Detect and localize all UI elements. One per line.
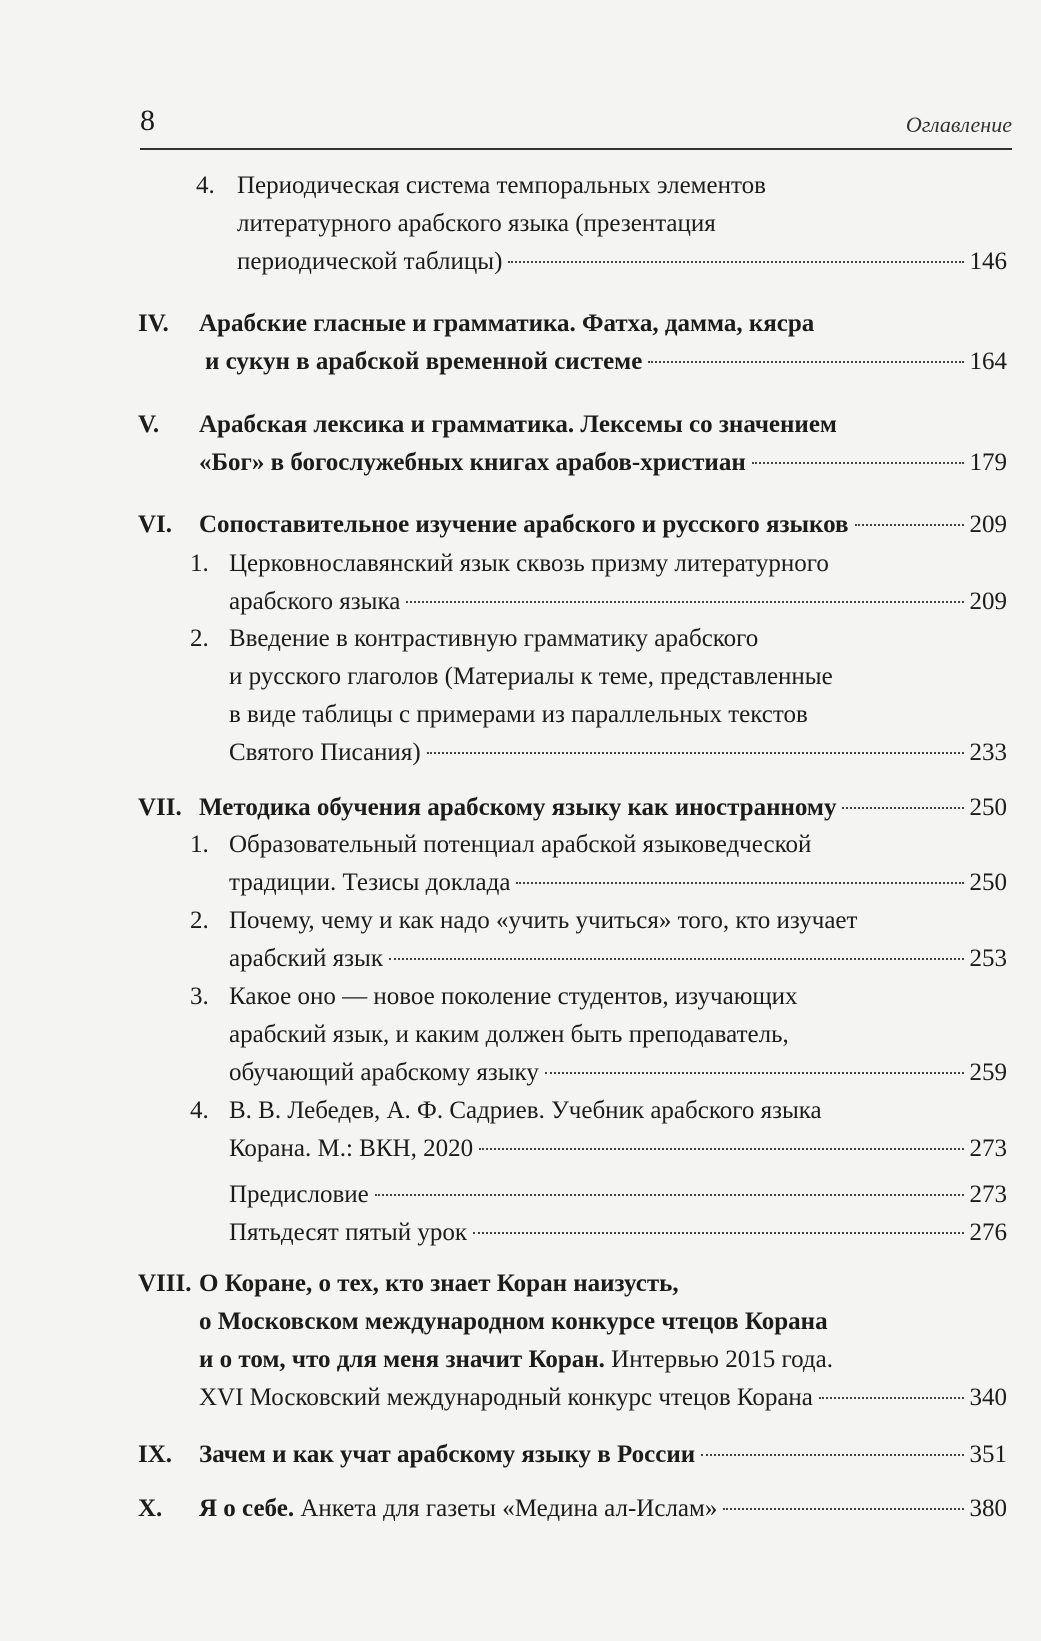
toc-marker: X. bbox=[138, 1495, 163, 1522]
toc-entry-text: арабский язык, и каким должен быть преподаватель, bbox=[229, 1021, 789, 1048]
toc-page-number: 179 bbox=[969, 449, 1007, 476]
toc-entry-text: Сопоставительное изучение арабского и русского языков bbox=[199, 511, 849, 538]
toc-entry-7-1[interactable] bbox=[190, 826, 1007, 902]
toc-entry-text: и о том, что для меня значит Коран. bbox=[199, 1346, 605, 1373]
toc-entry-text: Арабская лексика и грамматика. Лексемы со значением bbox=[199, 411, 837, 438]
toc-marker: VII. bbox=[138, 794, 182, 821]
toc-marker: 3. bbox=[190, 983, 209, 1010]
toc-page-number: 250 bbox=[969, 869, 1007, 896]
toc-entry-iv[interactable] bbox=[138, 305, 1007, 381]
toc-page-number: 276 bbox=[969, 1219, 1007, 1246]
dot-leader bbox=[819, 1397, 964, 1399]
toc-entry-text: и русского глаголов (Материалы к теме, представленные bbox=[229, 663, 833, 690]
toc-entry-text: Методика обучения арабскому языку как иностранному bbox=[199, 794, 837, 821]
toc-marker: VIII. bbox=[138, 1270, 192, 1297]
toc-marker: 1. bbox=[190, 550, 209, 577]
dot-leader bbox=[855, 524, 964, 526]
toc-entry-text: Введение в контрастивную грамматику арабского bbox=[229, 625, 759, 652]
dot-leader bbox=[752, 462, 964, 464]
toc-page-number: 351 bbox=[969, 1441, 1007, 1468]
toc-entry-text: Предисловие bbox=[229, 1181, 369, 1208]
toc-marker: 2. bbox=[190, 625, 209, 652]
toc-entry-text: традиции. Тезисы доклада bbox=[229, 869, 511, 896]
toc-page-number: 273 bbox=[969, 1135, 1007, 1162]
toc-entry-lesson-55[interactable] bbox=[229, 1214, 1007, 1252]
toc-entry-text: О Коране, о тех, кто знает Коран наизусть, bbox=[199, 1270, 679, 1297]
toc-entry-text: Арабские гласные и грамматика. Фатха, дамма, кясра bbox=[199, 310, 815, 337]
toc-page-number: 259 bbox=[969, 1059, 1007, 1086]
toc-entry-text: обучающий арабскому языку bbox=[229, 1059, 539, 1086]
toc-page-number: 253 bbox=[969, 945, 1007, 972]
dot-leader bbox=[375, 1194, 964, 1196]
dot-leader bbox=[406, 601, 963, 603]
toc-entry-text: Какое оно — новое поколение студентов, изучающих bbox=[229, 983, 798, 1010]
dot-leader bbox=[842, 807, 963, 809]
toc-marker: IX. bbox=[138, 1441, 173, 1468]
toc-entry-6-2[interactable] bbox=[190, 620, 1007, 772]
toc-entry-text: о Московском международном конкурсе чтецов Корана bbox=[199, 1308, 828, 1335]
toc-entry-text: Пятьдесят пятый урок bbox=[229, 1219, 467, 1246]
dot-leader bbox=[389, 958, 964, 960]
toc-entry-text: Корана. М.: ВКН, 2020 bbox=[229, 1135, 474, 1162]
toc-entry-text: XVI Московский международный конкурс чтецов Корана bbox=[199, 1384, 813, 1411]
dot-leader bbox=[545, 1072, 964, 1074]
toc-entry-subtext: Анкета для газеты «Медина ал-Ислам» bbox=[294, 1495, 718, 1522]
toc-entry-7-3[interactable] bbox=[190, 978, 1007, 1092]
toc-entry-vi[interactable] bbox=[138, 506, 1007, 544]
toc-marker: 4. bbox=[196, 172, 215, 199]
toc-entry-6-1[interactable] bbox=[190, 545, 1007, 621]
toc-page-number: 146 bbox=[969, 248, 1007, 275]
toc-entry-text: В. В. Лебедев, А. Ф. Садриев. Учебник арабского языка bbox=[229, 1097, 822, 1124]
toc-marker: 4. bbox=[190, 1097, 209, 1124]
toc-entry-x[interactable] bbox=[138, 1490, 1007, 1528]
toc-page-number: 233 bbox=[969, 739, 1007, 766]
toc-entry-ix[interactable] bbox=[138, 1436, 1007, 1474]
toc-entry-text: и сукун в арабской временной системе bbox=[205, 348, 643, 375]
toc-marker: VI. bbox=[138, 511, 173, 538]
toc-entry-text: Святого Писания) bbox=[229, 739, 421, 766]
toc-entry-text: периодической таблицы) bbox=[237, 248, 503, 275]
dot-leader bbox=[701, 1454, 963, 1456]
dot-leader bbox=[516, 882, 963, 884]
toc-page-number: 164 bbox=[969, 348, 1007, 375]
toc-entry-text: Почему, чему и как надо «учить учиться» того, кто изучает bbox=[229, 907, 858, 934]
toc-entry-text: Я о себе. bbox=[199, 1495, 295, 1522]
toc-entry-text: Периодическая система темпоральных элементов bbox=[237, 172, 766, 199]
toc-page-number: 209 bbox=[969, 511, 1007, 538]
toc-entry-text: Образовательный потенциал арабской языковедческой bbox=[229, 831, 812, 858]
page-header bbox=[140, 100, 1012, 150]
toc-page-number: 380 bbox=[969, 1495, 1007, 1522]
dot-leader bbox=[473, 1232, 964, 1234]
dot-leader bbox=[508, 261, 963, 263]
toc-entry-text: литературного арабского языка (презентация bbox=[237, 210, 716, 237]
toc-marker: 2. bbox=[190, 907, 209, 934]
toc-entry-vii[interactable] bbox=[138, 789, 1007, 827]
toc-marker: V. bbox=[138, 411, 160, 438]
toc-entry-text: «Бог» в богослужебных книгах арабов-христиан bbox=[199, 449, 746, 476]
toc-page-number: 250 bbox=[969, 794, 1007, 821]
running-title: Оглавление bbox=[905, 112, 1012, 137]
toc-entry-3-4[interactable] bbox=[196, 167, 1007, 281]
toc-marker: IV. bbox=[138, 310, 169, 337]
dot-leader bbox=[427, 752, 964, 754]
toc-marker: 1. bbox=[190, 831, 209, 858]
dot-leader bbox=[479, 1148, 963, 1150]
toc-entry-subtext: Интервью 2015 года. bbox=[604, 1346, 833, 1373]
toc-entry-text: Церковнославянский язык сквозь призму литературного bbox=[229, 550, 829, 577]
toc-page-number: 340 bbox=[969, 1384, 1007, 1411]
page-number: 8 bbox=[140, 104, 155, 137]
dot-leader bbox=[648, 361, 963, 363]
toc-entry-preface[interactable] bbox=[229, 1176, 1007, 1214]
toc-entry-text: арабского языка bbox=[229, 588, 401, 615]
toc-entry-text: в виде таблицы с примерами из параллельных текстов bbox=[229, 701, 808, 728]
toc-entry-text: арабский язык bbox=[229, 945, 383, 972]
toc-entry-7-4[interactable] bbox=[190, 1092, 1007, 1168]
toc-entry-7-2[interactable] bbox=[190, 902, 1007, 978]
toc-entry-viii[interactable] bbox=[138, 1265, 1007, 1417]
toc-page-number: 209 bbox=[969, 588, 1007, 615]
toc-entry-text: Зачем и как учат арабскому языку в России bbox=[199, 1441, 696, 1468]
dot-leader bbox=[723, 1508, 963, 1510]
toc-page-number: 273 bbox=[969, 1181, 1007, 1208]
toc-entry-v[interactable] bbox=[138, 406, 1007, 482]
